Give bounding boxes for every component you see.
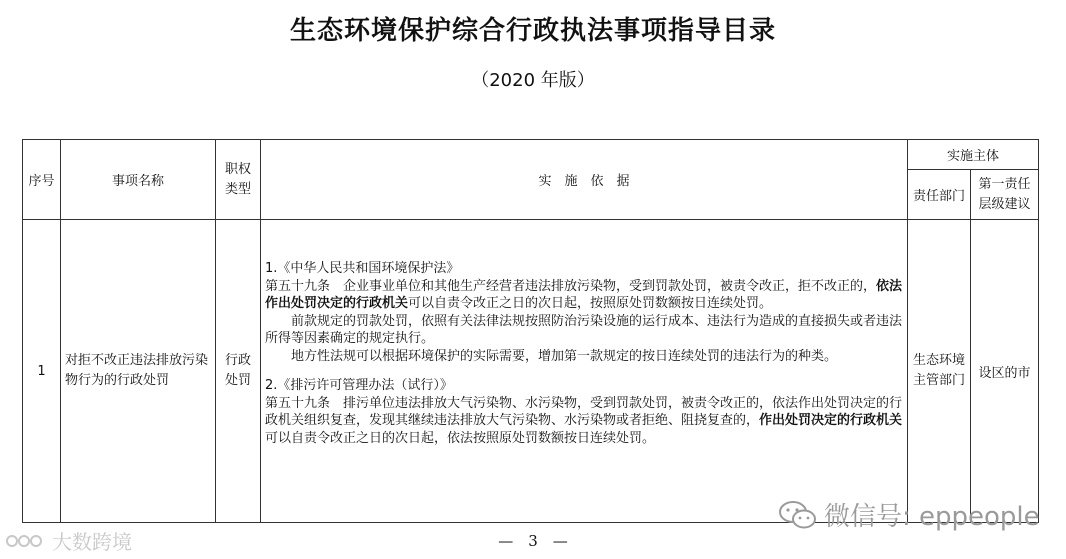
header-type [216, 140, 261, 220]
page-number: — 3 — [498, 532, 568, 550]
header-subject: 实施主体 [908, 140, 1039, 170]
law1-paragraph1 [265, 278, 903, 313]
law1-title: 1.《中华人民共和国环境保护法》 [265, 261, 460, 276]
header-type-line1: 职权 [224, 161, 251, 177]
law2-title: 2.《排污许可管理办法（试行）》 [265, 378, 453, 393]
row-basis [261, 220, 908, 523]
document-title: 生态环境保护综合行政执法事项指导目录 [289, 16, 776, 46]
header-level-line1: 第一责任 [978, 176, 1031, 192]
law2-p1-text: 第五十九条 排污单位违法排放大气污染物、水污染物，受到罚款处罚，被责令改正的，依法作出处罚决定的行政机关组织复查，发现其继续违法排放大气污染物、水污染物或者拒绝、阻挠复查的， [265, 395, 903, 428]
header-no: 序号 [23, 140, 61, 220]
row-no: 1 [23, 220, 61, 523]
document-subtitle: （2020 年版） [471, 70, 595, 91]
brand-watermark-text: 大数跨境 [52, 530, 132, 554]
wechat-watermark-text: 微信号: eppeople [824, 502, 1040, 532]
row-level: 设区的市 [971, 220, 1039, 523]
table-row [23, 220, 1039, 523]
header-name: 事项名称 [61, 140, 216, 220]
row-dept [908, 220, 971, 523]
law2-p1-bold: 作出处罚决定的行政机关 [759, 413, 903, 428]
law1-paragraph2: 前款规定的罚款处罚，依照有关法律法规按照防治污染设施的运行成本、违法行为造成的直接损失或者违法所得等因素确定的规定执行。 [265, 313, 903, 346]
header-dept: 责任部门 [908, 170, 971, 220]
enforcement-table [22, 139, 1039, 523]
wechat-watermark [778, 496, 1040, 533]
row-dept-line1: 生态环境 [912, 353, 965, 368]
row-type [216, 220, 261, 523]
law2-paragraph1 [265, 395, 903, 448]
header-basis: 实 施 依 据 [261, 140, 908, 220]
law1-p1-text: 第五十九条 企业事业单位和其他生产经营者违法排放污染物，受到罚款处罚，被责令改正，拒不改正的， [265, 278, 877, 294]
row-dept-line2: 主管部门 [912, 373, 965, 388]
header-type-line2: 类型 [224, 181, 251, 197]
law2-p1-tail: 可以自责令改正之日的次日起，依法按照原处罚数额按日连续处罚。 [265, 430, 656, 446]
row-name: 对拒不改正违法排放污染物行为的行政处罚 [61, 220, 216, 523]
header-level-line2: 层级建议 [978, 196, 1031, 212]
law1-paragraph3: 地方性法规可以根据环境保护的实际需要，增加第一款规定的按日连续处罚的违法行为的种类。 [291, 348, 838, 364]
row-type-line1: 行政 [224, 353, 251, 368]
wechat-icon [778, 499, 818, 531]
law1-p1-bold: 依法作出处罚决定的行政机关 [265, 278, 903, 311]
law1-p1-tail: 可以自责令改正之日的次日起，按照原处罚数额按日连续处罚。 [408, 296, 773, 311]
header-level [971, 170, 1039, 220]
row-type-line2: 处罚 [224, 373, 251, 388]
